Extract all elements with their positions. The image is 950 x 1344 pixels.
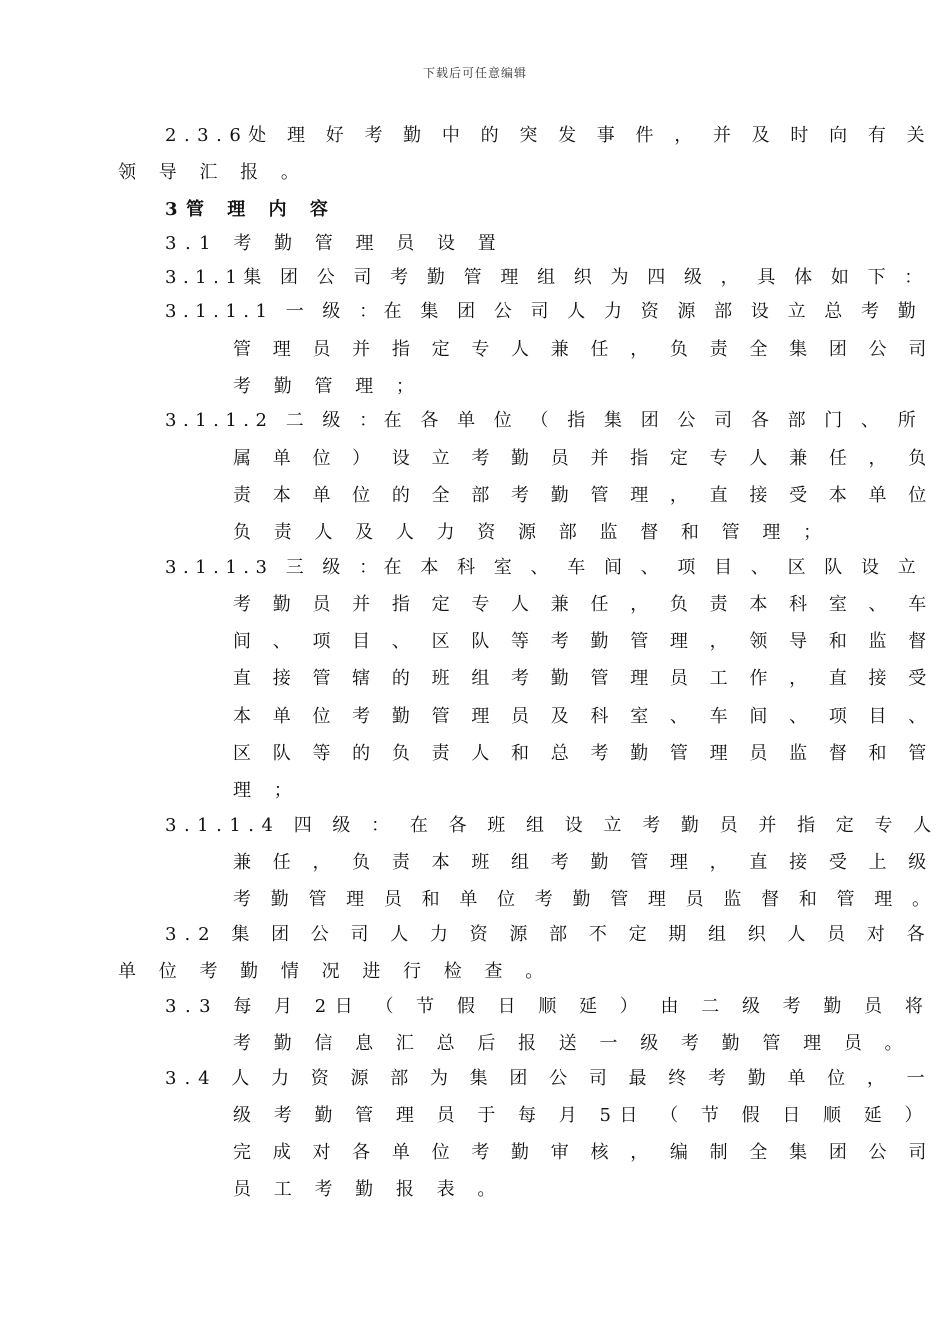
text-line: 3.2 集 团 公 司 人 力 资 源 部 不 定 期 组 织 人 员 对 各: [165, 924, 933, 945]
text-line: 责 本 单 位 的 全 部 考 勤 管 理 ， 直 接 受 本 单 位: [233, 485, 935, 506]
text-line: 完 成 对 各 单 位 考 勤 审 核 ， 编 制 全 集 团 公 司: [233, 1142, 935, 1163]
text-line: 级 考 勤 管 理 员 于 每 月 5日 （ 节 假 日 顺 延 ）: [233, 1105, 931, 1126]
text-line: 理 ；: [233, 780, 301, 801]
text-line: 3.1.1.2 二 级 ：在 各 单 位 （ 指 集 团 公 司 各 部 门 、 所: [165, 410, 923, 431]
text-line: 3.1.1集 团 公 司 考 勤 管 理 组 织 为 四 级 ， 具 体 如 下 ：: [165, 267, 929, 288]
text-line: 负 责 人 及 人 力 资 源 部 监 督 和 管 理 ；: [233, 522, 830, 543]
text-line: 间 、 项 目 、 区 队 等 考 勤 管 理 ， 领 导 和 监 督: [233, 631, 935, 652]
text-line: 领 导 汇 报 。: [118, 162, 308, 183]
text-line: 3.4 人 力 资 源 部 为 集 团 公 司 最 终 考 勤 单 位 ， 一: [165, 1068, 933, 1089]
text-line: 管 理 员 并 指 定 专 人 兼 任 ， 负 责 全 集 团 公 司: [233, 339, 935, 360]
text-line: 3.1.1.3 三 级 ：在 本 科 室 、 车 间 、 项 目 、 区 队 设 立: [165, 557, 923, 578]
text-line: 考 勤 员 并 指 定 专 人 兼 任 ， 负 责 本 科 室 、 车: [233, 594, 935, 615]
text-line: 2.3.6处 理 好 考 勤 中 的 突 发 事 件 ， 并 及 时 向 有 关: [165, 125, 933, 146]
text-line: 属 单 位 ） 设 立 考 勤 员 并 指 定 专 人 兼 任 ， 负: [233, 448, 935, 469]
section-heading: 3管 理 内 容: [165, 199, 337, 220]
text-line: 3.1.1.1 一 级 ：在 集 团 公 司 人 力 资 源 部 设 立 总 考 勤: [165, 301, 923, 322]
text-line: 本 单 位 考 勤 管 理 员 及 科 室 、 车 间 、 项 目 、: [233, 706, 935, 727]
text-line: 员 工 考 勤 报 表 。: [233, 1179, 504, 1200]
text-line: 单 位 考 勤 情 况 进 行 检 查 。: [118, 961, 552, 982]
page-header: 下载后可任意编辑: [422, 66, 527, 80]
text-line: 3.1.1.4 四 级 ： 在 各 班 组 设 立 考 勤 员 并 指 定 专 人: [165, 815, 939, 836]
text-line: 考 勤 管 理 员 和 单 位 考 勤 管 理 员 监 督 和 管 理 。: [233, 889, 937, 910]
text-line: 考 勤 管 理 ；: [233, 376, 423, 397]
text-line: 兼 任 ， 负 责 本 班 组 考 勤 管 理 ， 直 接 受 上 级: [233, 852, 935, 873]
text-line: 直 接 管 辖 的 班 组 考 勤 管 理 员 工 作 ， 直 接 受: [233, 668, 935, 689]
text-line: 考 勤 信 息 汇 总 后 报 送 一 级 考 勤 管 理 员 。: [233, 1033, 912, 1054]
subsection-heading: 3.1 考 勤 管 理 员 设 置: [165, 233, 505, 254]
text-line: 区 队 等 的 负 责 人 和 总 考 勤 管 理 员 监 督 和 管: [233, 743, 935, 764]
text-line: 3.3 每 月 2日 （ 节 假 日 顺 延 ） 由 二 级 考 勤 员 将: [165, 996, 932, 1017]
